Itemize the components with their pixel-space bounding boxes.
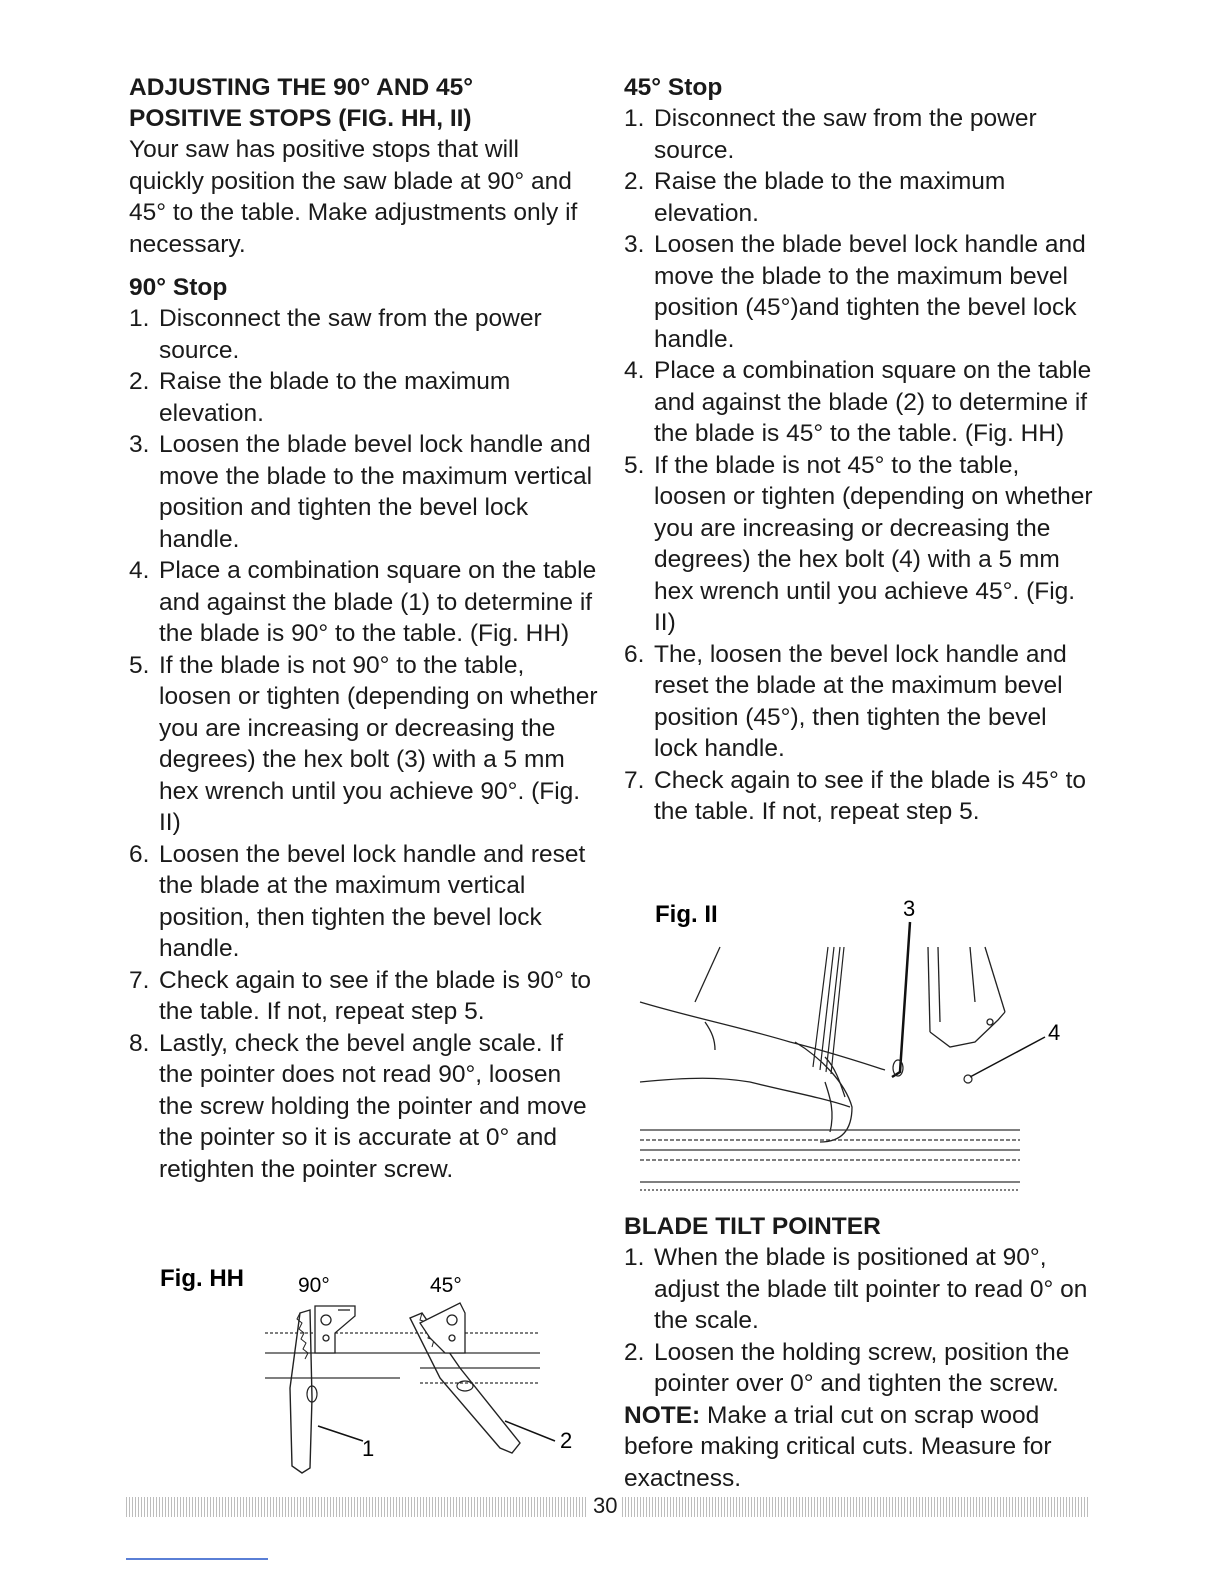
list-item: 5. If the blade is not 45° to the table, loosen or tighten (depending on whether you are increasing or decreasing the degrees) the hex bolt (4) with a 5 mm hex wrench until you achieve 45°. (Fig. II) (624, 451, 1093, 636)
figure-ii (630, 892, 1090, 1202)
callout-3: 3 (903, 896, 916, 921)
left-column (129, 72, 599, 1185)
combination-square-90 (315, 1306, 355, 1353)
list-item: 7. Check again to see if the blade is 90° to the table. If not, repeat step 5. (129, 966, 592, 1025)
page-number: 30 (593, 1493, 618, 1518)
list-item: 2. Loosen the holding screw, position the pointer over 0° and tighten the screw. (624, 1338, 1070, 1397)
blade-fence (813, 947, 844, 1074)
hex-wrench (892, 922, 910, 1077)
list-item: 3. Loosen the blade bevel lock handle and move the blade to the maximum bevel position (45°)and tighten the bevel lock handle. (624, 231, 1086, 353)
callout-4: 4 (1048, 1020, 1061, 1045)
section-title-line-2: POSITIVE STOPS (FIG. HH, II) (129, 105, 472, 132)
callout-4-leader (970, 1037, 1045, 1077)
bottom-rule (126, 1558, 268, 1560)
note-paragraph (624, 1400, 1094, 1495)
note-label: NOTE: (624, 1401, 701, 1429)
list-item: 4. Place a combination square on the table and against the blade (2) to determine if the blade is 45° to the table. (Fig. HH) (624, 357, 1092, 447)
figure-hh-illustration (160, 1258, 600, 1488)
table-rails (640, 1130, 1020, 1190)
combination-square-45 (420, 1303, 465, 1353)
section-title (129, 72, 599, 134)
blade-tilt-pointer-steps (624, 1242, 1094, 1400)
stop-45-steps (624, 103, 1094, 828)
angle-45-label: 45° (430, 1274, 462, 1297)
list-item: 6. The, loosen the bevel lock handle and reset the blade at the maximum bevel position (45°), then tighten the bevel lock handle. (624, 640, 1067, 762)
footer-bar-left (126, 1497, 586, 1517)
list-item: 6. Loosen the bevel lock handle and reset the blade at the maximum vertical position, then tighten the bevel lock handle. (129, 840, 586, 962)
figure-hh (160, 1258, 600, 1488)
callout-1: 1 (362, 1436, 375, 1461)
callout-1-leader (318, 1426, 363, 1441)
list-item: 2. Raise the blade to the maximum elevation. (624, 168, 1006, 227)
stop-45-heading: 45° Stop (624, 74, 723, 101)
blade-tilt-pointer-heading: BLADE TILT POINTER (624, 1213, 881, 1240)
list-item: 5. If the blade is not 90° to the table, loosen or tighten (depending on whether you are increasing or decreasing the degrees) the hex bolt (3) with a 5 mm hex wrench until you achieve 90°. (Fig. II) (129, 651, 598, 836)
note-text: Make a trial cut on scrap wood before making critical cuts. Measure for exactness. (624, 1401, 1052, 1492)
list-item: 8. Lastly, check the bevel angle scale. If the pointer does not read 90°, loosen the screw holding the pointer and move the pointer so it is accurate at 0° and retighten the pointer screw. (129, 1029, 587, 1183)
blade-90 (290, 1310, 312, 1473)
list-item: 7. Check again to see if the blade is 45° to the table. If not, repeat step 5. (624, 766, 1087, 825)
list-item: 1. When the blade is positioned at 90°, adjust the blade tilt pointer to read 0° on the scale. (624, 1244, 1088, 1334)
blade-tilt-pointer-section (624, 1211, 1094, 1494)
intro-paragraph: Your saw has positive stops that will quickly position the saw blade at 90° and 45° to the table. Make adjustments only if necessary. (129, 136, 578, 258)
list-item: 2. Raise the blade to the maximum elevation. (129, 368, 511, 427)
hand (640, 947, 885, 1142)
blade-teeth-90 (297, 1313, 308, 1359)
footer-bar-right (622, 1497, 1088, 1517)
figure-ii-illustration (630, 892, 1090, 1202)
figure-ii-label: Fig. II (655, 901, 718, 928)
angle-90-label: 90° (298, 1274, 330, 1297)
list-item: 1. Disconnect the saw from the power source. (624, 105, 1037, 164)
bevel-bracket (928, 947, 1005, 1047)
figure-hh-label: Fig. HH (160, 1265, 244, 1292)
stop-90-heading: 90° Stop (129, 274, 228, 301)
stop-90-steps (129, 303, 599, 1185)
table-surface (265, 1333, 540, 1383)
bolt-4 (964, 1075, 972, 1083)
section-title-line-1: ADJUSTING THE 90° AND 45° (129, 74, 474, 101)
list-item: 1. Disconnect the saw from the power source. (129, 305, 542, 364)
callout-2-leader (505, 1421, 555, 1441)
callout-2: 2 (560, 1428, 573, 1453)
list-item: 4. Place a combination square on the table and against the blade (1) to determine if the blade is 90° to the table. (Fig. HH) (129, 557, 597, 647)
right-column (624, 72, 1094, 828)
list-item: 3. Loosen the blade bevel lock handle and move the blade to the maximum vertical position and tighten the bevel lock handle. (129, 431, 593, 553)
